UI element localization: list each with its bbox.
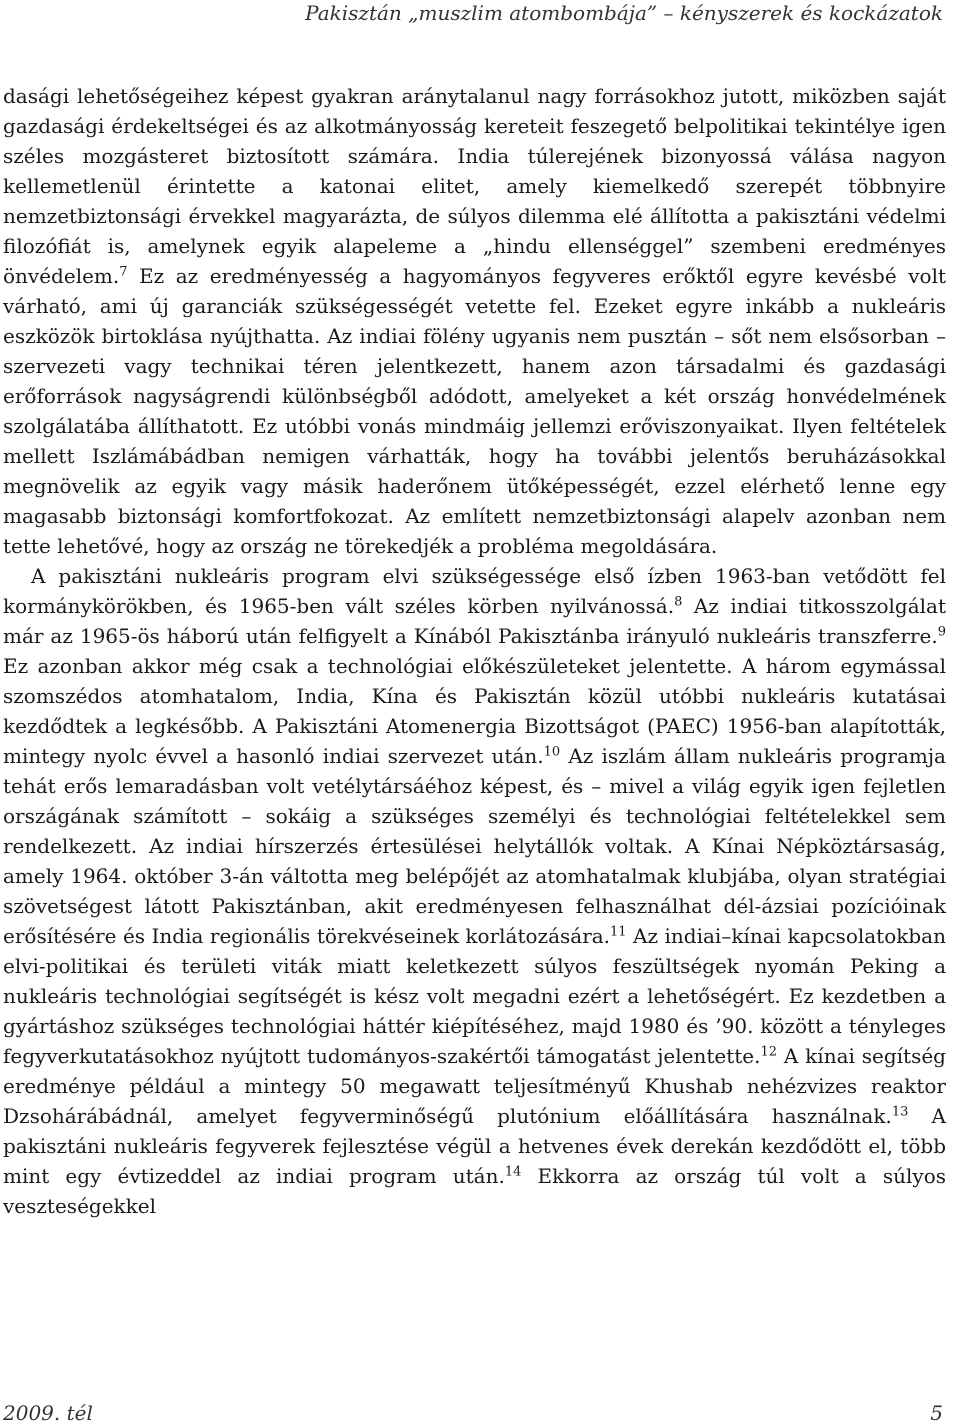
footnote-ref[interactable]: 8: [674, 594, 683, 610]
footnote-ref[interactable]: 12: [760, 1044, 778, 1060]
footnote-ref[interactable]: 13: [891, 1104, 909, 1120]
running-footer: [3, 1400, 943, 1426]
page-number: 5: [930, 1401, 943, 1425]
footnote-ref[interactable]: 7: [119, 264, 128, 280]
footnote-ref[interactable]: 11: [610, 924, 627, 940]
text-run: Ez azonban akkor még csak a technológiai előkészületeket jelentette. A három egymással szomszédos atomhatalom, India, Kína és Pakisztán közül utóbbi nukleáris kutatásai kezdődtek a legkésőbb. A Pakisztáni Atomenergia Bizottságot (PAEC) 1956-ban alapították, mintegy nyolc évvel a hasonló indiai szervezet után.: [3, 654, 946, 768]
footnote-ref[interactable]: 9: [937, 624, 946, 640]
running-header: [0, 0, 943, 26]
text-run: Ez az eredményesség a hagyományos fegyveres erőktől egyre kevésbé volt várható, ami új garanciák szükségességét vetette fel. Ezeket egyre inkább a nukleáris eszközök birtoklása nyújthatta. Az indiai fölény ugyanis nem pusztán – sőt nem elsősorban – szervezeti vagy technikai téren jelentkezett, hanem azon társadalmi és gazdasági erőforrások nagyságrendi különbségből adódott, amelyeket a két ország honvédelmének szolgálatába állíthatott. Ez utóbbi vonás mindmáig jellemzi erőviszonyaikat. Ilyen feltételek mellett Iszlámábádban nemigen várhatták, hogy ha további jelentős beruházásokkal megnövelik az egyik vagy másik haderőnem ütőképességét, ezzel elérhető lenne egy magasabb biztonsági komfortfokozat. Az említett nemzetbiztonsági alapelv azonban nem tette lehetővé, hogy az ország ne törekedjék a probléma megoldására.: [3, 264, 946, 558]
article-body: [3, 81, 946, 1221]
running-title: Pakisztán „muszlim atombombája” – kényszerek és kockázatok: [305, 1, 943, 25]
footnote-ref[interactable]: 14: [504, 1164, 522, 1180]
text-run: Az indiai–kínai kapcsolatokban elvi-politikai és területi viták miatt keletkezett súlyos feszültségek nyomán Peking a nukleáris technológiai segítségét is kész volt megadni ezért a lehetőségért. Ez kezdetben a gyártáshoz szükséges technológiai háttér kiépítéséhez, majd 1980 és ’90. között a tényleges fegyverkutatásokhoz nyújtott tudományos-szakértői támogatást jelentette.: [3, 924, 946, 1068]
text-run: Az iszlám állam nukleáris programja tehát erős lemaradásban volt vetélytársáéhoz képest, és – mivel a világ egyik igen fejletlen országának számított – sokáig a szükséges személyi és technológiai feltételekkel sem rendelkezett. Az indiai hírszerzés értesülései helytállók voltak. A Kínai Népköztársaság, amely 1964. október 3-án váltotta meg belépőjét az atomhatalmak klubjába, olyan stratégiai szövetségest látott Pakisztánban, akit eredményesen felhasználhat dél-ázsiai pozícióinak erősítésére és India regionális törekvéseinek korlátozására.: [3, 744, 946, 948]
text-run: A pakisztáni nukleáris program elvi szükségessége első ízben 1963-ban vetődött fel kormánykörökben, és 1965-ben vált széles körben nyilvánossá.: [3, 564, 946, 618]
issue-label: 2009. tél: [3, 1401, 93, 1425]
footnote-ref[interactable]: 10: [543, 744, 561, 760]
paragraph: [3, 561, 946, 1221]
paragraph: [3, 81, 946, 561]
text-run: Ekkorra az ország túl volt a súlyos veszteségekkel: [3, 1164, 947, 1218]
text-run: A kínai segítség eredménye például a mintegy 50 megawatt teljesítményű Khushab nehézvizes reaktor Dzsohárábádnál, amelyet fegyverminőségű plutónium előállítására használnak.: [3, 1044, 946, 1128]
text-run: Az indiai titkosszolgálat már az 1965-ös háború után felfigyelt a Kínából Pakisztánba irányuló nukleáris transzferre.: [3, 594, 946, 648]
text-run: dasági lehetőségeihez képest gyakran aránytalanul nagy forrásokhoz jutott, miközben saját gazdasági érdekeltségei és az alkotmányosság kereteit feszegető belpolitikai tekintélye igen széles mozgásteret biztosított számára. India túlerejének bizonyossá válása nagyon kellemetlenül érintette a katonai elitet, amely kiemelkedő szerepét többnyire nemzetbiztonsági érvekkel magyarázta, de súlyos dilemma elé állította a pakisztáni védelmi filozófiát is, amelynek egyik alapeleme a „hindu ellenséggel” szembeni eredményes önvédelem.: [3, 84, 946, 288]
text-run: A pakisztáni nukleáris fegyverek fejlesztése végül a hetvenes évek derekán kezdődött el, több mint egy évtizeddel az indiai program után.: [3, 1104, 946, 1188]
